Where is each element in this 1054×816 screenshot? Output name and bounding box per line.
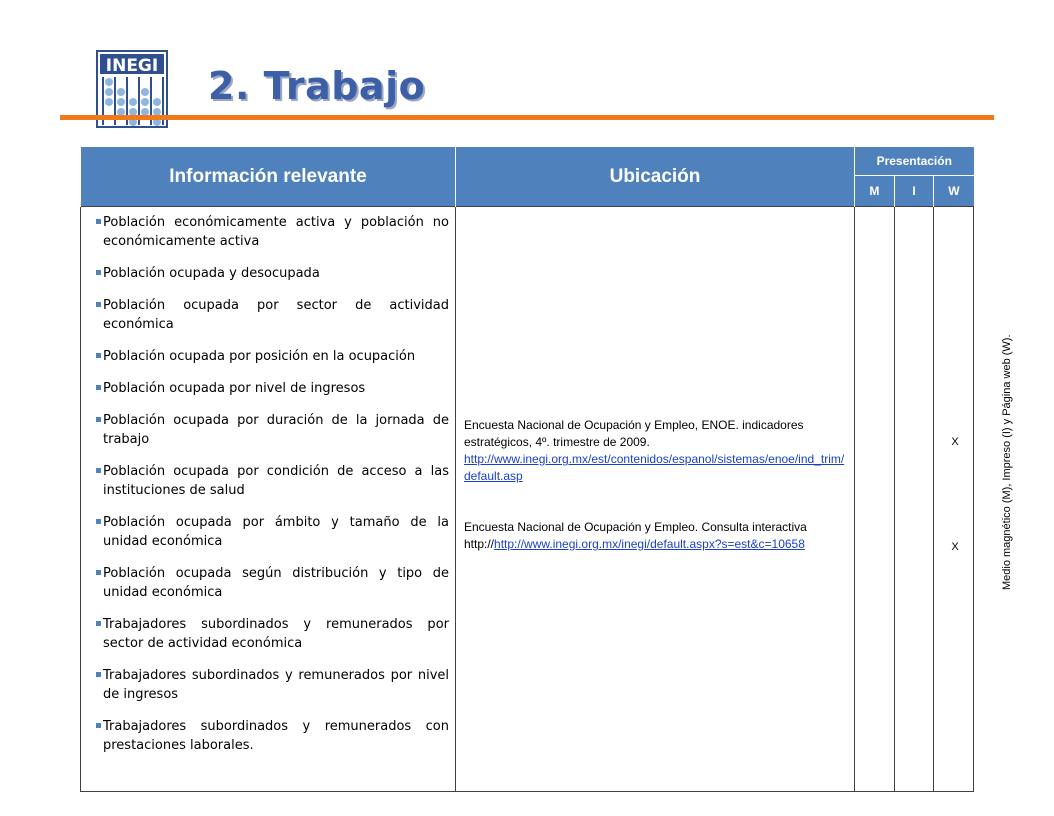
header-info: Información relevante: [81, 147, 456, 207]
w-mark: X: [951, 436, 959, 448]
source-text: Encuesta Nacional de Ocupación y Empleo. Consulta interactiva: [464, 520, 807, 534]
list-item: Trabajadores subordinados y remunerados por nivel de ingresos: [103, 668, 449, 702]
list-item: Población ocupada por duración de la jornada de trabajo: [103, 413, 449, 447]
info-table: [80, 147, 974, 792]
list-item: Población ocupada según distribución y tipo de unidad económica: [103, 566, 449, 600]
info-list: [103, 213, 449, 755]
list-item: Trabajadores subordinados y remunerados por sector de actividad económica: [103, 617, 449, 651]
list-item: Población ocupada y desocupada: [103, 264, 449, 283]
header-ubicacion: Ubicación: [456, 147, 855, 207]
list-item: Población ocupada por condición de acceso a las instituciones de salud: [103, 464, 449, 498]
list-item: Población económicamente activa y población no económicamente activa: [103, 215, 449, 249]
presentation-legend: Medio magnético (M), Impreso (I) y Página web (W).: [1001, 334, 1013, 590]
header-rule: [60, 115, 994, 120]
list-item: Población ocupada por nivel de ingresos: [103, 379, 449, 398]
cell-i: [894, 207, 934, 792]
info-cell: [81, 207, 456, 792]
list-item: Población ocupada por sector de actividad económica: [103, 298, 449, 332]
source-link[interactable]: http://www.inegi.org.mx/inegi/default.aspx?s=est&c=10658: [494, 537, 805, 551]
cell-w: [934, 207, 974, 792]
source-enoe-consulta: [464, 519, 848, 553]
header-m: M: [855, 176, 895, 207]
source-link-prefix: http://: [464, 537, 495, 551]
list-item: Población ocupada por ámbito y tamaño de la unidad económica: [103, 515, 449, 549]
source-link[interactable]: http://www.inegi.org.mx/est/contenidos/espanol/sistemas/enoe/ind_trim/default.asp: [464, 452, 845, 483]
page-title: 2. Trabajo: [208, 64, 426, 108]
source-enoe-indicadores: [464, 417, 848, 485]
ubicacion-cell: [456, 207, 855, 792]
cell-m: [855, 207, 895, 792]
list-item: Trabajadores subordinados y remunerados con prestaciones laborales.: [103, 719, 449, 753]
w-mark: X: [951, 541, 959, 553]
header-i: I: [894, 176, 934, 207]
header-w: W: [934, 176, 974, 207]
svg-text:INEGI: INEGI: [105, 56, 159, 76]
header-presentacion: Presentación: [855, 147, 974, 176]
list-item: Población ocupada por posición en la ocupación: [103, 347, 449, 366]
source-text: Encuesta Nacional de Ocupación y Empleo, ENOE. indicadores estratégicos, 4º. trimestre de 2009.: [464, 418, 804, 449]
